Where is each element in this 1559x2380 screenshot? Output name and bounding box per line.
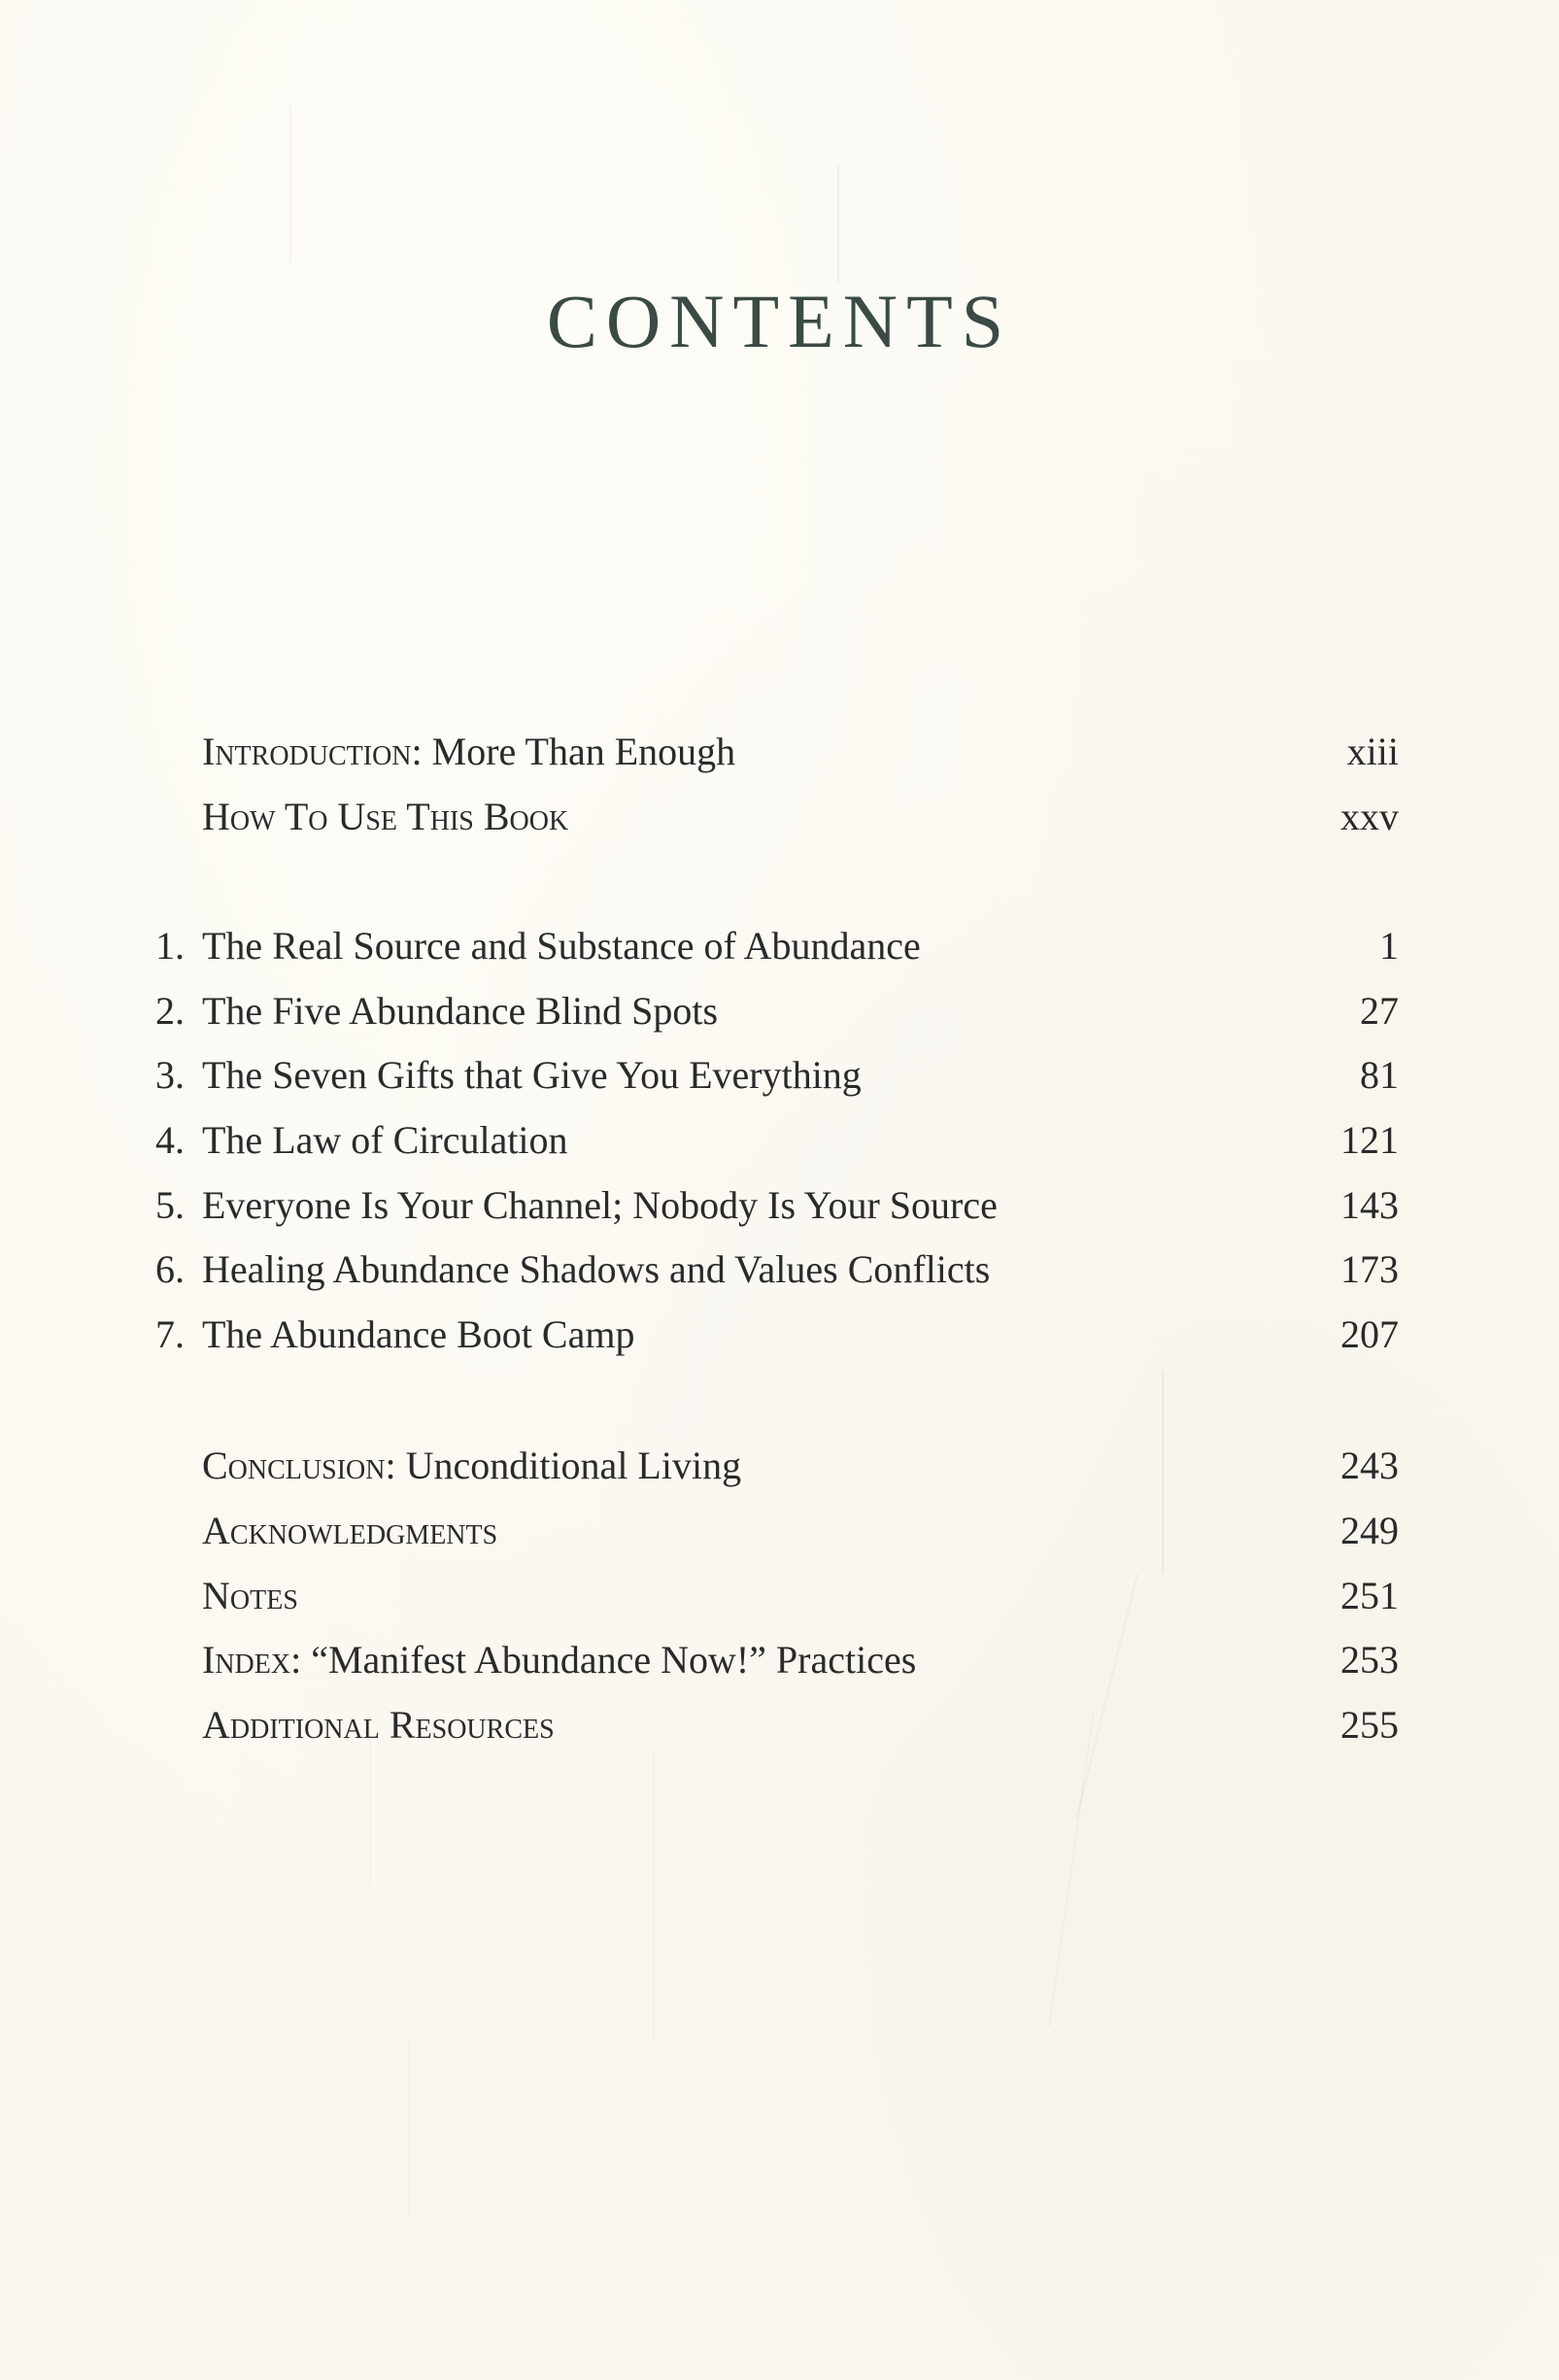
toc-page-number: 81 — [1360, 1053, 1399, 1097]
toc-label-rest: More Than Enough — [422, 730, 736, 773]
toc-entry-label — [202, 1437, 741, 1495]
toc-label-caps: Additional Resources — [202, 1703, 555, 1747]
toc-page-number: 121 — [1340, 1118, 1399, 1162]
toc-page-number: 207 — [1340, 1312, 1399, 1356]
toc-page-number: 253 — [1340, 1638, 1399, 1682]
toc-entry-chapter-7[interactable] — [155, 1306, 1399, 1364]
toc-page-number: 249 — [1340, 1509, 1399, 1552]
toc-page-number: 255 — [1340, 1703, 1399, 1747]
toc-entry-chapter-4[interactable] — [155, 1111, 1399, 1170]
scan-artifact-line — [408, 2040, 410, 2215]
toc-entry-conclusion[interactable] — [155, 1437, 1399, 1495]
chapter-number: 1. — [155, 924, 185, 968]
toc-label-rest: “Manifest Abundance Now!” Practices — [301, 1638, 917, 1682]
scan-artifact-line — [1048, 1710, 1095, 2027]
toc-label-caps: How To Use This Book — [202, 795, 569, 838]
toc-label-caps: Notes — [202, 1574, 298, 1617]
toc-entry-label — [202, 1567, 298, 1625]
scan-artifact-line — [289, 107, 291, 262]
toc-entry-chapter-3[interactable] — [155, 1046, 1399, 1105]
scan-artifact-line — [653, 1749, 655, 2040]
chapter-title: Healing Abundance Shadows and Values Conflicts — [202, 1247, 991, 1291]
chapter-title: The Real Source and Substance of Abundance — [202, 924, 921, 968]
chapter-number: 5. — [155, 1183, 185, 1227]
toc-label-caps: Introduction: — [202, 730, 423, 773]
chapter-title: The Seven Gifts that Give You Everything — [202, 1053, 862, 1097]
toc-page-number: 243 — [1340, 1444, 1399, 1487]
toc-entry-label — [202, 1631, 916, 1689]
page-title: CONTENTS — [546, 279, 1013, 363]
toc-entry-label — [202, 788, 568, 846]
toc-entry-notes[interactable] — [155, 1567, 1399, 1625]
toc-entry-chapter-5[interactable] — [155, 1176, 1399, 1235]
toc-entry-label — [202, 1696, 555, 1754]
chapter-number: 3. — [155, 1053, 185, 1097]
chapter-number: 7. — [155, 1312, 185, 1356]
toc-label-caps: Index: — [202, 1638, 302, 1682]
toc-page-number: xxv — [1340, 795, 1399, 838]
toc-label-caps: Acknowledgments — [202, 1509, 498, 1552]
toc-entry-how-to-use[interactable] — [155, 788, 1399, 846]
toc-page-number: 1 — [1379, 924, 1399, 968]
chapter-title: The Abundance Boot Camp — [202, 1312, 635, 1356]
toc-label-caps: Conclusion: — [202, 1444, 396, 1487]
chapter-number: 6. — [155, 1247, 185, 1291]
toc-page-number: 27 — [1360, 989, 1399, 1033]
toc-entry-additional-resources[interactable] — [155, 1696, 1399, 1754]
toc-page-number: 173 — [1340, 1247, 1399, 1291]
toc-entry-chapter-2[interactable] — [155, 982, 1399, 1040]
toc-label-rest: Unconditional Living — [395, 1444, 742, 1487]
toc-entry-chapter-1[interactable] — [155, 917, 1399, 975]
toc-page-number: 143 — [1340, 1183, 1399, 1227]
toc-entry-chapter-6[interactable] — [155, 1241, 1399, 1299]
scan-artifact-line — [837, 165, 839, 282]
toc-entry-index[interactable] — [155, 1631, 1399, 1689]
chapter-title: The Law of Circulation — [202, 1118, 568, 1162]
toc-entry-acknowledgments[interactable] — [155, 1502, 1399, 1560]
toc-entry-label — [202, 1502, 497, 1560]
chapter-number: 2. — [155, 989, 185, 1033]
toc-page-number: xiii — [1346, 730, 1399, 773]
chapter-title: Everyone Is Your Channel; Nobody Is Your Source — [202, 1183, 998, 1227]
toc-entry-introduction[interactable] — [155, 723, 1399, 781]
toc-page-number: 251 — [1340, 1574, 1399, 1617]
chapter-title: The Five Abundance Blind Spots — [202, 989, 719, 1033]
toc-entry-label — [202, 723, 735, 781]
chapter-number: 4. — [155, 1118, 185, 1162]
